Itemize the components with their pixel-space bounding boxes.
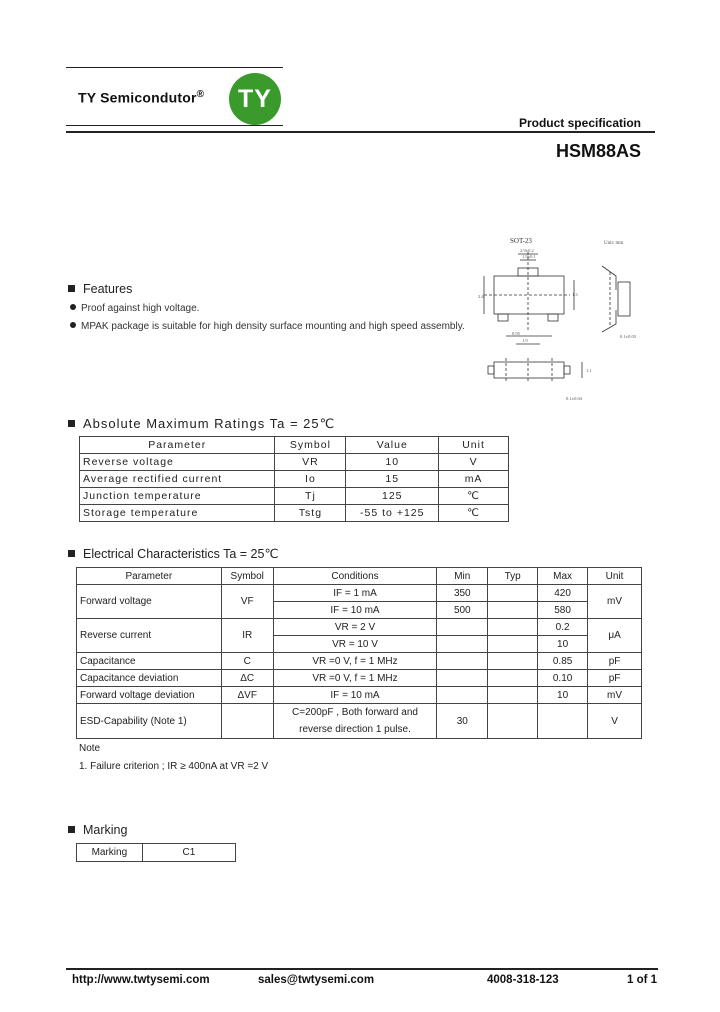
- page-number: 1 of 1: [627, 974, 658, 986]
- table-cell: ΔC: [221, 670, 273, 687]
- table-cell: 0.85: [538, 653, 588, 670]
- table-row: [80, 471, 509, 488]
- table-cell: VR =0 V, f = 1 MHz: [273, 670, 437, 687]
- table-cell: ΔVF: [221, 687, 273, 704]
- table-cell: μA: [588, 619, 642, 653]
- table-cell: 580: [538, 602, 588, 619]
- table-cell: VR = 10 V: [273, 636, 437, 653]
- table-cell: Capacitance deviation: [77, 670, 222, 687]
- table-cell: 350: [437, 585, 488, 602]
- table-cell: Reverse voltage: [80, 454, 275, 471]
- abs-max-table: [79, 436, 509, 522]
- table-cell: -55 to +125: [346, 505, 439, 522]
- table-header-cell: Unit: [439, 437, 509, 454]
- svg-text:0.1±0.04: 0.1±0.04: [566, 396, 582, 401]
- table-cell: [437, 636, 488, 653]
- table-cell: Tstg: [275, 505, 346, 522]
- table-cell: [437, 670, 488, 687]
- svg-text:1.9±0.1: 1.9±0.1: [522, 254, 536, 259]
- table-cell: C1: [142, 844, 235, 862]
- table-header-cell: Symbol: [275, 437, 346, 454]
- table-cell: [488, 636, 538, 653]
- table-cell: 30: [437, 704, 488, 739]
- svg-text:2.4: 2.4: [478, 294, 484, 299]
- table-header-cell: Parameter: [77, 568, 222, 585]
- abs-max-heading: Absolute Maximum Ratings Ta = 25℃: [68, 416, 335, 432]
- unit-label: Unit: mm: [604, 241, 624, 246]
- table-row: [77, 585, 642, 602]
- part-number: HSM88AS: [555, 141, 641, 161]
- table-cell: [538, 704, 588, 739]
- table-cell: [488, 602, 538, 619]
- note-title: Note: [79, 743, 101, 754]
- table-header-row: [77, 568, 642, 585]
- table-cell: VR = 2 V: [273, 619, 437, 636]
- table-cell: 10: [346, 454, 439, 471]
- table-row: [77, 619, 642, 636]
- table-cell: 15: [346, 471, 439, 488]
- table-cell: IF = 1 mA: [273, 585, 437, 602]
- table-cell: [437, 653, 488, 670]
- table-row: [80, 454, 509, 471]
- table-cell: pF: [588, 653, 642, 670]
- table-cell: [488, 670, 538, 687]
- table-cell: ℃: [439, 505, 509, 522]
- table-cell: [488, 585, 538, 602]
- table-row: [80, 488, 509, 505]
- section-bullet-icon: [68, 285, 75, 292]
- phone-number: 4008-318-123: [487, 974, 559, 986]
- esd-condition-line: C=200pF , Both forward and: [292, 707, 418, 718]
- note-text: 1. Failure criterion ; IR ≥ 400nA at VR =2 V: [79, 761, 269, 772]
- table-cell: IR: [221, 619, 273, 653]
- company-name: TY Semicondutor®: [78, 89, 205, 106]
- table-header-cell: Unit: [588, 568, 642, 585]
- table-cell: [488, 704, 538, 739]
- table-cell: Marking: [77, 844, 143, 862]
- table-cell: IF = 10 mA: [273, 602, 437, 619]
- table-header-cell: Parameter: [80, 437, 275, 454]
- table-cell: [273, 704, 437, 739]
- table-cell: [488, 687, 538, 704]
- table-cell: mV: [588, 585, 642, 619]
- table-row: [77, 844, 236, 862]
- feature-item: MPAK package is suitable for high density surface mounting and high speed assembly.: [70, 321, 465, 332]
- section-bullet-icon: [68, 550, 75, 557]
- table-cell: VR =0 V, f = 1 MHz: [273, 653, 437, 670]
- section-bullet-icon: [68, 826, 75, 833]
- table-cell: 10: [538, 636, 588, 653]
- table-cell: Capacitance: [77, 653, 222, 670]
- table-cell: [437, 687, 488, 704]
- elec-char-heading: Electrical Characteristics Ta = 25℃: [68, 546, 278, 561]
- feature-item: Proof against high voltage.: [70, 303, 199, 314]
- table-cell: Tj: [275, 488, 346, 505]
- table-header-cell: Conditions: [273, 568, 437, 585]
- table-cell: 500: [437, 602, 488, 619]
- table-row: [77, 670, 642, 687]
- marking-table: [76, 843, 236, 862]
- header-main-rule: [66, 131, 655, 133]
- table-cell: pF: [588, 670, 642, 687]
- table-cell: IF = 10 mA: [273, 687, 437, 704]
- table-cell: 10: [538, 687, 588, 704]
- header-top-rule: [66, 67, 283, 68]
- table-header-cell: Typ: [488, 568, 538, 585]
- package-name-label: SOT-23: [510, 237, 532, 245]
- svg-text:2.9±0.2: 2.9±0.2: [520, 248, 534, 253]
- company-logo: TY: [229, 73, 281, 125]
- registered-mark: ®: [196, 89, 205, 100]
- table-cell: ESD-Capability (Note 1): [77, 704, 222, 739]
- table-header-cell: Symbol: [221, 568, 273, 585]
- marking-heading: Marking: [68, 823, 127, 837]
- table-header-row: [80, 437, 509, 454]
- table-cell: Io: [275, 471, 346, 488]
- table-cell: Forward voltage: [77, 585, 222, 619]
- bullet-dot-icon: [70, 322, 76, 328]
- footer-rule: [66, 968, 658, 970]
- email-link[interactable]: sales@twtysemi.com: [258, 974, 375, 986]
- svg-text:0.95: 0.95: [512, 331, 520, 336]
- table-cell: [221, 704, 273, 739]
- table-cell: Storage temperature: [80, 505, 275, 522]
- table-cell: V: [439, 454, 509, 471]
- features-heading: Features: [68, 282, 132, 296]
- svg-text:0.1±0.05: 0.1±0.05: [620, 334, 636, 339]
- table-cell: 125: [346, 488, 439, 505]
- package-outline-drawing: [470, 232, 650, 412]
- table-row: [77, 704, 642, 739]
- table-header-cell: Min: [437, 568, 488, 585]
- table-cell: [488, 619, 538, 636]
- elec-char-table: [76, 567, 642, 739]
- table-cell: 420: [538, 585, 588, 602]
- table-row: [77, 653, 642, 670]
- svg-text:1.9: 1.9: [522, 338, 528, 343]
- table-cell: mV: [588, 687, 642, 704]
- table-cell: VF: [221, 585, 273, 619]
- table-cell: [437, 619, 488, 636]
- website-link[interactable]: http://www.twtysemi.com: [72, 974, 210, 986]
- table-cell: V: [588, 704, 642, 739]
- section-bullet-icon: [68, 420, 75, 427]
- header-under-rule: [66, 125, 283, 126]
- table-cell: Junction temperature: [80, 488, 275, 505]
- table-cell: Average rectified current: [80, 471, 275, 488]
- table-cell: ℃: [439, 488, 509, 505]
- bullet-dot-icon: [70, 304, 76, 310]
- table-cell: [488, 653, 538, 670]
- table-cell: mA: [439, 471, 509, 488]
- table-cell: Reverse current: [77, 619, 222, 653]
- table-cell: VR: [275, 454, 346, 471]
- table-header-cell: Value: [346, 437, 439, 454]
- svg-text:1.3: 1.3: [572, 292, 578, 297]
- table-row: [77, 687, 642, 704]
- table-cell: Forward voltage deviation: [77, 687, 222, 704]
- table-cell: 0.2: [538, 619, 588, 636]
- product-specification: Product specification: [518, 116, 641, 130]
- table-cell: 0.10: [538, 670, 588, 687]
- table-cell: C: [221, 653, 273, 670]
- esd-condition-line: reverse direction 1 pulse.: [299, 724, 411, 735]
- table-row: [80, 505, 509, 522]
- table-header-cell: Max: [538, 568, 588, 585]
- svg-text:1.1: 1.1: [586, 368, 592, 373]
